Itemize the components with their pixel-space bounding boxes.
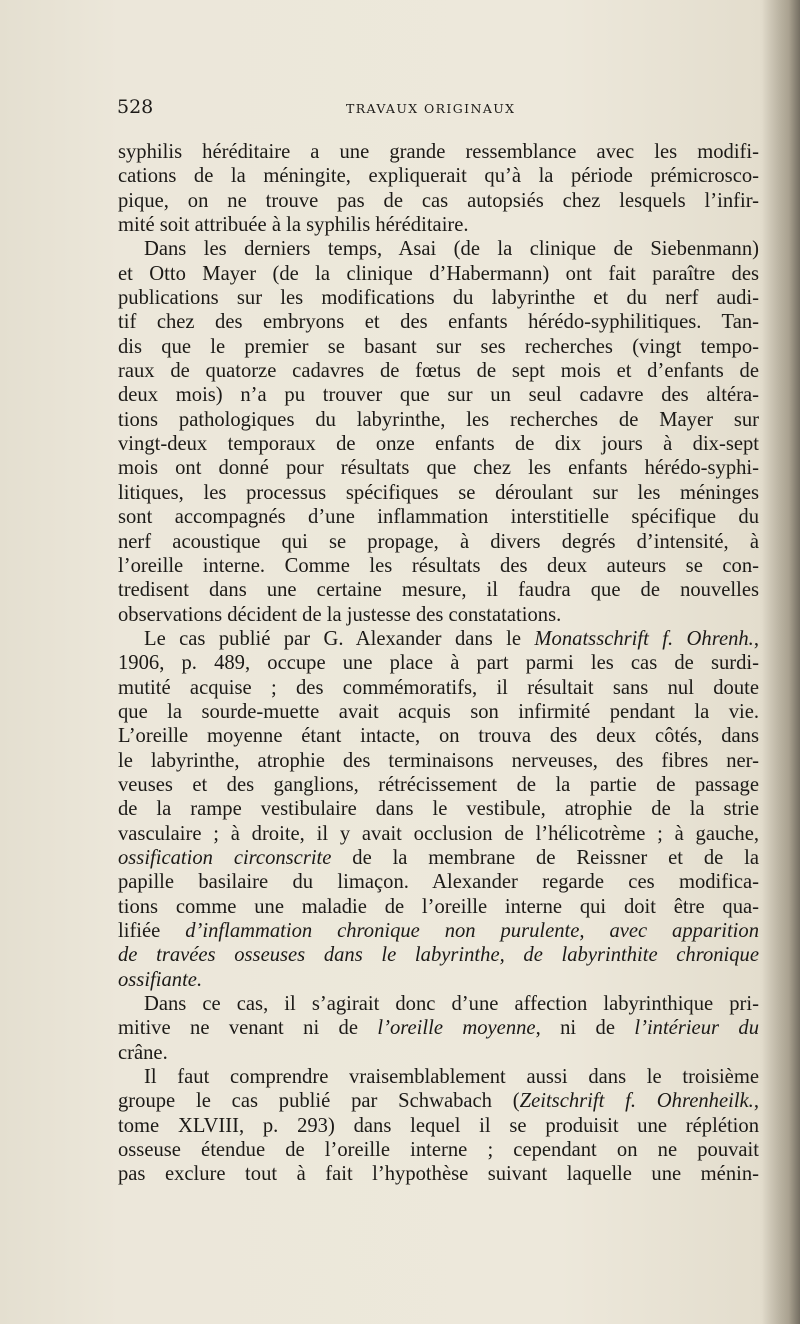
italic-text-segment: ossifiante.	[118, 968, 203, 991]
text-segment: Il faut comprendre vraisemblablement aussi dans le troisième	[144, 1066, 759, 1089]
text-segment: mité soit attribuée à la syphilis héréditaire.	[118, 214, 469, 237]
text-segment: tions comme une maladie de l’oreille interne qui doit être qua-	[118, 895, 759, 918]
running-title: TRAVAUX ORIGINAUX	[346, 101, 516, 116]
text-line	[118, 773, 759, 797]
italic-text-segment: de travées osseuses dans le labyrinthe, de labyrinthite chronique	[118, 944, 759, 967]
text-line	[118, 456, 759, 480]
text-segment: mitive ne venant ni de	[118, 1017, 378, 1040]
text-segment: que la sourde-muette avait acquis son infirmité pendant la vie.	[118, 700, 759, 723]
italic-text-segment: d’inflammation chronique non purulente, avec apparition	[185, 920, 760, 942]
text-line	[118, 919, 759, 943]
text-line	[118, 895, 759, 919]
text-line	[118, 968, 759, 992]
italic-text-segment: l’oreille moyenne	[377, 1017, 536, 1040]
text-segment: raux de quatorze cadavres de fœtus de sept mois et d’enfants de	[118, 360, 759, 383]
text-line	[118, 335, 759, 359]
text-segment: tions pathologiques du labyrinthe, les recherches de Mayer sur	[118, 408, 759, 431]
text-segment: , ni de	[535, 1017, 635, 1040]
text-segment: de la rampe vestibulaire dans le vestibule, atrophie de la strie	[118, 798, 759, 821]
text-line	[118, 237, 759, 261]
text-segment: L’oreille moyenne étant intacte, on trouva des deux côtés, dans	[118, 725, 759, 748]
text-segment: publications sur les modifications du labyrinthe et du nerf audi-	[118, 287, 759, 310]
text-line	[118, 1016, 759, 1040]
body-text	[118, 140, 759, 1187]
text-segment: veuses et des ganglions, rétrécissement de la partie de passage	[118, 773, 759, 796]
text-segment: vingt-deux temporaux de onze enfants de dix jours à dix-sept	[118, 433, 759, 456]
text-segment: tredisent dans une certaine mesure, il faudra que de nouvelles	[118, 579, 759, 602]
text-segment: papille basilaire du limaçon. Alexander regarde ces modifica-	[118, 871, 759, 894]
text-segment: mutité acquise ; des commémoratifs, il résultait sans nul doute	[118, 676, 759, 699]
text-line	[118, 822, 759, 846]
text-segment: dis que le premier se basant sur ses recherches (vingt tempo-	[118, 335, 759, 358]
text-segment: sont accompagnés d’une inflammation interstitielle spécifique du	[118, 506, 759, 529]
text-line	[118, 164, 759, 188]
text-line	[118, 870, 759, 894]
text-line	[118, 992, 759, 1016]
text-segment: ,	[753, 627, 759, 650]
italic-text-segment: ossification circonscrite	[118, 846, 332, 869]
text-segment: Dans ce cas, il s’agirait donc d’une affection labyrinthique pri-	[144, 993, 759, 1016]
text-segment: vasculaire ; à droite, il y avait occlusion de l’hélicotrème ; à gauche,	[118, 822, 759, 845]
page-header	[117, 96, 757, 126]
text-line	[118, 797, 759, 821]
text-line	[118, 359, 759, 383]
italic-text-segment: Monatsschrift f. Ohrenh.	[534, 627, 754, 650]
text-line	[118, 1162, 759, 1186]
text-line	[118, 554, 759, 578]
text-segment: de la membrane de Reissner et de la	[331, 846, 759, 869]
text-line	[118, 432, 759, 456]
text-segment: Dans les derniers temps, Asai (de la clinique de Siebenmann)	[144, 238, 759, 261]
text-line	[118, 481, 759, 505]
text-segment: ,	[753, 1090, 759, 1113]
text-segment: litiques, les processus spécifiques se déroulant sur les méninges	[118, 481, 759, 504]
text-line	[118, 262, 759, 286]
text-segment: tome XLVIII, p. 293) dans lequel il se produisit une réplétion	[118, 1114, 759, 1137]
text-line	[118, 1089, 759, 1113]
text-line	[118, 578, 759, 602]
text-line	[118, 846, 759, 870]
text-segment: osseuse étendue de l’oreille interne ; cependant on ne pouvait	[118, 1139, 759, 1162]
text-line	[118, 603, 759, 627]
text-line	[118, 310, 759, 334]
text-line	[118, 724, 759, 748]
text-segment: observations décident de la justesse des constatations.	[118, 603, 562, 626]
italic-text-segment: Zeitschrift f. Ohrenheilk.	[519, 1090, 754, 1113]
text-line	[118, 651, 759, 675]
text-segment: tif chez des embryons et des enfants hérédo-syphilitiques. Tan-	[118, 311, 759, 334]
text-line	[118, 1138, 759, 1162]
text-line	[118, 213, 759, 237]
text-line	[118, 140, 759, 164]
text-segment: groupe le cas publié par Schwabach (	[118, 1090, 520, 1113]
text-segment: lifiée	[118, 920, 186, 942]
text-segment: pique, on ne trouve pas de cas autopsiés chez lesquels l’infir-	[118, 189, 759, 212]
text-line	[118, 1114, 759, 1138]
text-line	[118, 1041, 759, 1065]
text-line	[118, 383, 759, 407]
text-line	[118, 286, 759, 310]
text-segment: crâne.	[118, 1041, 168, 1064]
text-line	[118, 189, 759, 213]
text-line	[118, 749, 759, 773]
text-segment: pas exclure tout à fait l’hypothèse suivant laquelle une ménin-	[118, 1163, 759, 1186]
text-segment: 1906, p. 489, occupe une place à part parmi les cas de surdi-	[118, 652, 759, 675]
text-line	[118, 627, 759, 651]
text-line	[118, 676, 759, 700]
text-segment: nerf acoustique qui se propage, à divers degrés d’intensité, à	[118, 530, 759, 553]
text-line	[118, 943, 759, 967]
text-line	[118, 505, 759, 529]
text-segment: le labyrinthe, atrophie des terminaisons nerveuses, des fibres ner-	[118, 749, 759, 772]
page-edge-shadow	[762, 0, 800, 1324]
text-line	[118, 530, 759, 554]
text-segment: mois ont donné pour résultats que chez les enfants hérédo-syphi-	[118, 457, 759, 480]
text-line	[118, 1065, 759, 1089]
text-segment: syphilis héréditaire a une grande ressemblance avec les modifi-	[118, 141, 759, 163]
text-segment: Le cas publié par G. Alexander dans le	[144, 627, 535, 650]
text-segment: deux mois) n’a pu trouver que sur un seul cadavre des altéra-	[118, 384, 759, 407]
text-segment: et Otto Mayer (de la clinique d’Habermann) ont fait paraître des	[118, 262, 759, 285]
page-number: 528	[117, 96, 154, 118]
text-segment: l’oreille interne. Comme les résultats des deux auteurs se con-	[118, 554, 759, 577]
text-line	[118, 700, 759, 724]
italic-text-segment: l’intérieur du	[634, 1017, 759, 1040]
text-segment: cations de la méningite, expliquerait qu’à la période prémicrosco-	[118, 165, 759, 188]
text-line	[118, 408, 759, 432]
